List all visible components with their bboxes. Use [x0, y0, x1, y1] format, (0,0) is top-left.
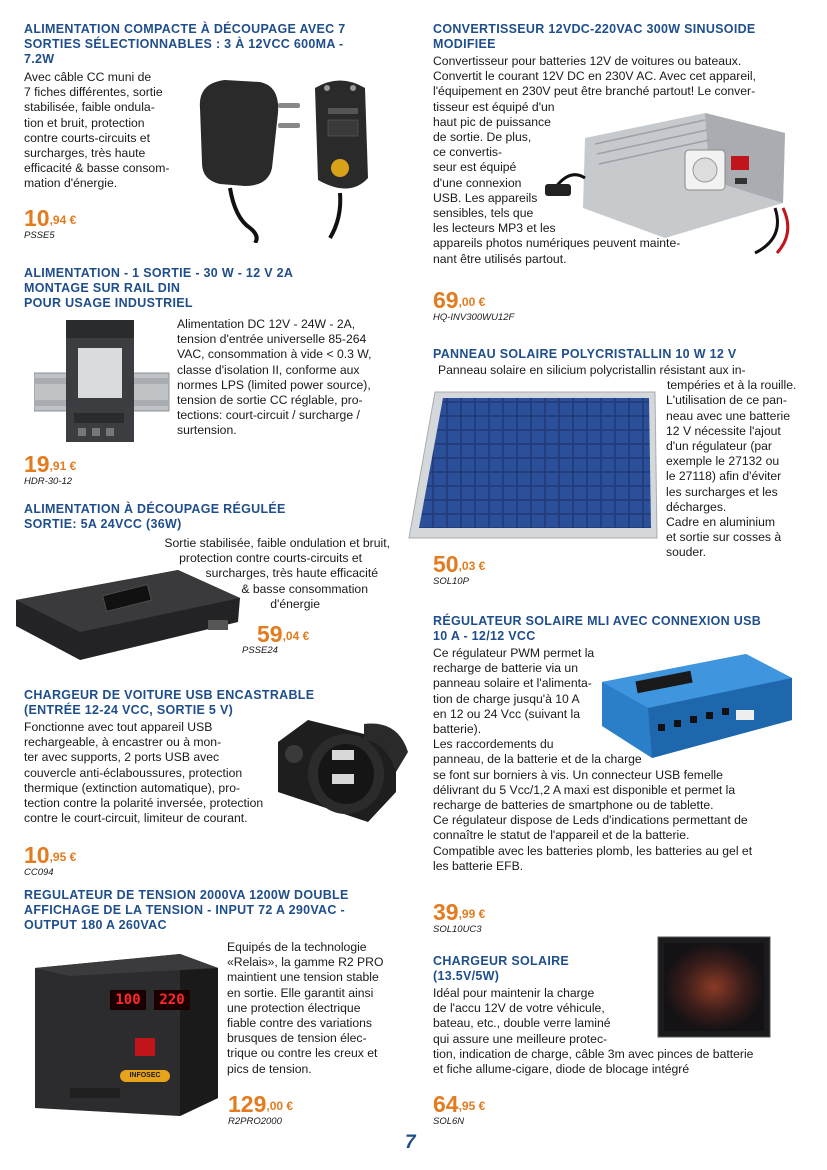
- product-description: Sortie stabilisée, faible ondulation et bruit, protection contre courts-circuits et surcharges, très haute efficacité & basse consommation d'énergie: [164, 536, 390, 611]
- price: $19^{,91 €}$: [24, 451, 77, 477]
- price-block: [433, 288, 514, 323]
- product-description: Alimentation DC 12V - 24W - 2A, tension d'entrée universelle 85-264 VAC, consommation à vide < 0.3 W, classe d'isolation II, conforme aux normes LPS (limited power source), tension de sortie CC réglable, pro- tections: court-circuit / surcharge / surtension.: [177, 317, 372, 438]
- price-block: [24, 843, 76, 878]
- sku: SOL10P: [433, 576, 469, 587]
- sku: SOL6N: [433, 1116, 465, 1127]
- switching-power-supply-image: [8, 560, 248, 670]
- product-r2pro2000: [24, 888, 424, 933]
- solar-charger-image: [654, 933, 774, 1043]
- product-description: Ce régulateur PWM permet la recharge de batterie via un panneau solaire et l'alimenta- tion de charge jusqu'à 10 A en 12 ou 24 Vcc (suivant la batterie). Les raccordements du panneau, de la batterie et de la charge se font sur borniers à vis. Un connecteur USB femelle délivrant du 5 Vcc/1,2 A maxi est disponible et permet la recharge de batteries de smartphone ou de tablette. Ce régulateur dispose de Leds d'indications permettant de connaître le statut de l'appareil et de la batterie. Compatible avec les batteries plomb, les batteries au gel et les batterie EFB.: [433, 646, 753, 873]
- product-title: CONVERTISSEUR 12VDC-220VAC 300W SINUSOIDE MODIFIEE: [433, 22, 756, 51]
- product-description: Equipés de la technologie «Relais», la gamme R2 PRO maintient une tension stable en sortie. Elle garantit ainsi une protection électrique fiable contre des variations brusques de tension élec- trique ou contre les creux et pics de tension.: [227, 940, 384, 1076]
- product-description: Fonctionne avec tout appareil USB rechargeable, à encastrer ou à mon- ter avec supports, 2 ports USB avec couvercle anti-éclaboussures, protection thermique (extinction automatique), pro- tection contre la polarité inversée, protection contre le court-circuit, limiteur de courant.: [24, 720, 264, 826]
- product-hdr-30-12: [24, 266, 404, 311]
- price-block: [257, 622, 309, 646]
- product-title: ALIMENTATION - 1 SORTIE - 30 W - 12 V 2A MONTAGE SUR RAIL DIN POUR USAGE INDUSTRIEL: [24, 266, 294, 310]
- product-description: Panneau solaire en silicium polycristallin résistant aux in- tempéries et à la rouille. L'utilisation de ce pan- neau avec une batterie 12 V nécessite l'ajout d'un régulateur (par exemple le 27132 ou le 27118) afin d'éviter les surcharges et les décharges. Cadre en aluminium et sortie sur cosses à souder.: [438, 363, 797, 560]
- solar-panel-image: [405, 388, 663, 543]
- product-title: RÉGULATEUR SOLAIRE MLI AVEC CONNEXION USB 10 A - 12/12 VCC: [433, 614, 762, 643]
- price-block: [433, 900, 485, 935]
- price-block: [433, 1092, 485, 1127]
- product-description: Convertisseur pour batteries 12V de voitures ou bateaux. Convertit le courant 12V DC en 230V AC. Avec cet appareil, l'équipement en 230V peut être branché partout! Le conver- tisseur est équipé d'un haut pic de puissance de sortie. De plus, ce convertis- seur est équipé d'une connexion USB. Les appareils sensibles, tels que les lecteurs MP3 et les appareils photos numériques peuvent mainte- nant être utilisés partout.: [433, 54, 756, 266]
- price: $39^{,99 €}$: [433, 899, 486, 925]
- power-adapter-image: [190, 68, 405, 243]
- regulator-body: [30, 948, 220, 1118]
- price: $50^{,03 €}$: [433, 551, 486, 577]
- product-title: ALIMENTATION COMPACTE À DÉCOUPAGE AVEC 7 SORTIES SÉLECTIONNABLES : 3 À 12VCC 600MA - 7.2W: [24, 22, 346, 66]
- price-block: [24, 452, 76, 487]
- product-title: ALIMENTATION À DÉCOUPAGE RÉGULÉE SORTIE: 5A 24VCC (36W): [24, 502, 286, 531]
- price-block: [24, 206, 76, 241]
- voltage-display-right: 220: [154, 990, 190, 1010]
- product-title: PANNEAU SOLAIRE POLYCRISTALLIN 10 W 12 V: [433, 347, 737, 361]
- price: $10^{,95 €}$: [24, 842, 77, 868]
- product-title: CHARGEUR SOLAIRE (13.5V/5W): [433, 954, 570, 983]
- voltage-display-left: 100: [110, 990, 146, 1010]
- sku: PSSE5: [24, 230, 55, 241]
- sku: R2PRO2000: [228, 1116, 282, 1127]
- page-number: 7: [405, 1132, 416, 1153]
- sku: HQ-INV300WU12F: [433, 312, 515, 323]
- price-block: [228, 1092, 293, 1127]
- price-block: [433, 552, 485, 587]
- solar-charge-controller-image: [596, 652, 796, 762]
- product-sol10p: [433, 347, 808, 362]
- price: $129^{,00 €}$: [228, 1091, 294, 1117]
- price: $69^{,00 €}$: [433, 287, 486, 313]
- voltage-regulator-image: [30, 948, 220, 1118]
- sku: HDR-30-12: [24, 476, 73, 487]
- product-psse24: [24, 502, 404, 532]
- din-rail-power-supply-image: [34, 318, 174, 448]
- product-title: REGULATEUR DE TENSION 2000VA 1200W DOUBLE AFFICHAGE DE LA TENSION - INPUT 72 A 290VAC - OUTPUT 180 A 260VAC: [24, 888, 349, 932]
- price: $64^{,95 €}$: [433, 1091, 486, 1117]
- product-description: Idéal pour maintenir la charge de l'accu 12V de votre véhicule, bateau, etc., double verre laminé qui assure une meilleure protec- tion, indication de charge, câble 3m avec pinces de batterie et fiche allume-cigare, diode de blocage intégré: [433, 986, 754, 1077]
- sku: PSSE24: [242, 645, 278, 656]
- usb-car-charger-image: [268, 712, 413, 827]
- product-description: Avec câble CC muni de 7 fiches différentes, sortie stabilisée, faible ondula- tion et bruit, protection contre courts-circuits et surcharges, très haute efficacité & basse consom- mation d'énergie.: [24, 70, 170, 191]
- power-inverter-image: [545, 108, 805, 258]
- product-title: CHARGEUR DE VOITURE USB ENCASTRABLE (ENTRÉE 12-24 VCC, SORTIE 5 V): [24, 688, 315, 717]
- price: $10^{,94 €}$: [24, 205, 77, 231]
- sku: SOL10UC3: [433, 924, 482, 935]
- brand-logo: INFOSEC: [120, 1070, 170, 1082]
- sku: CC094: [24, 867, 54, 878]
- price: $59^{,04 €}$: [257, 621, 310, 647]
